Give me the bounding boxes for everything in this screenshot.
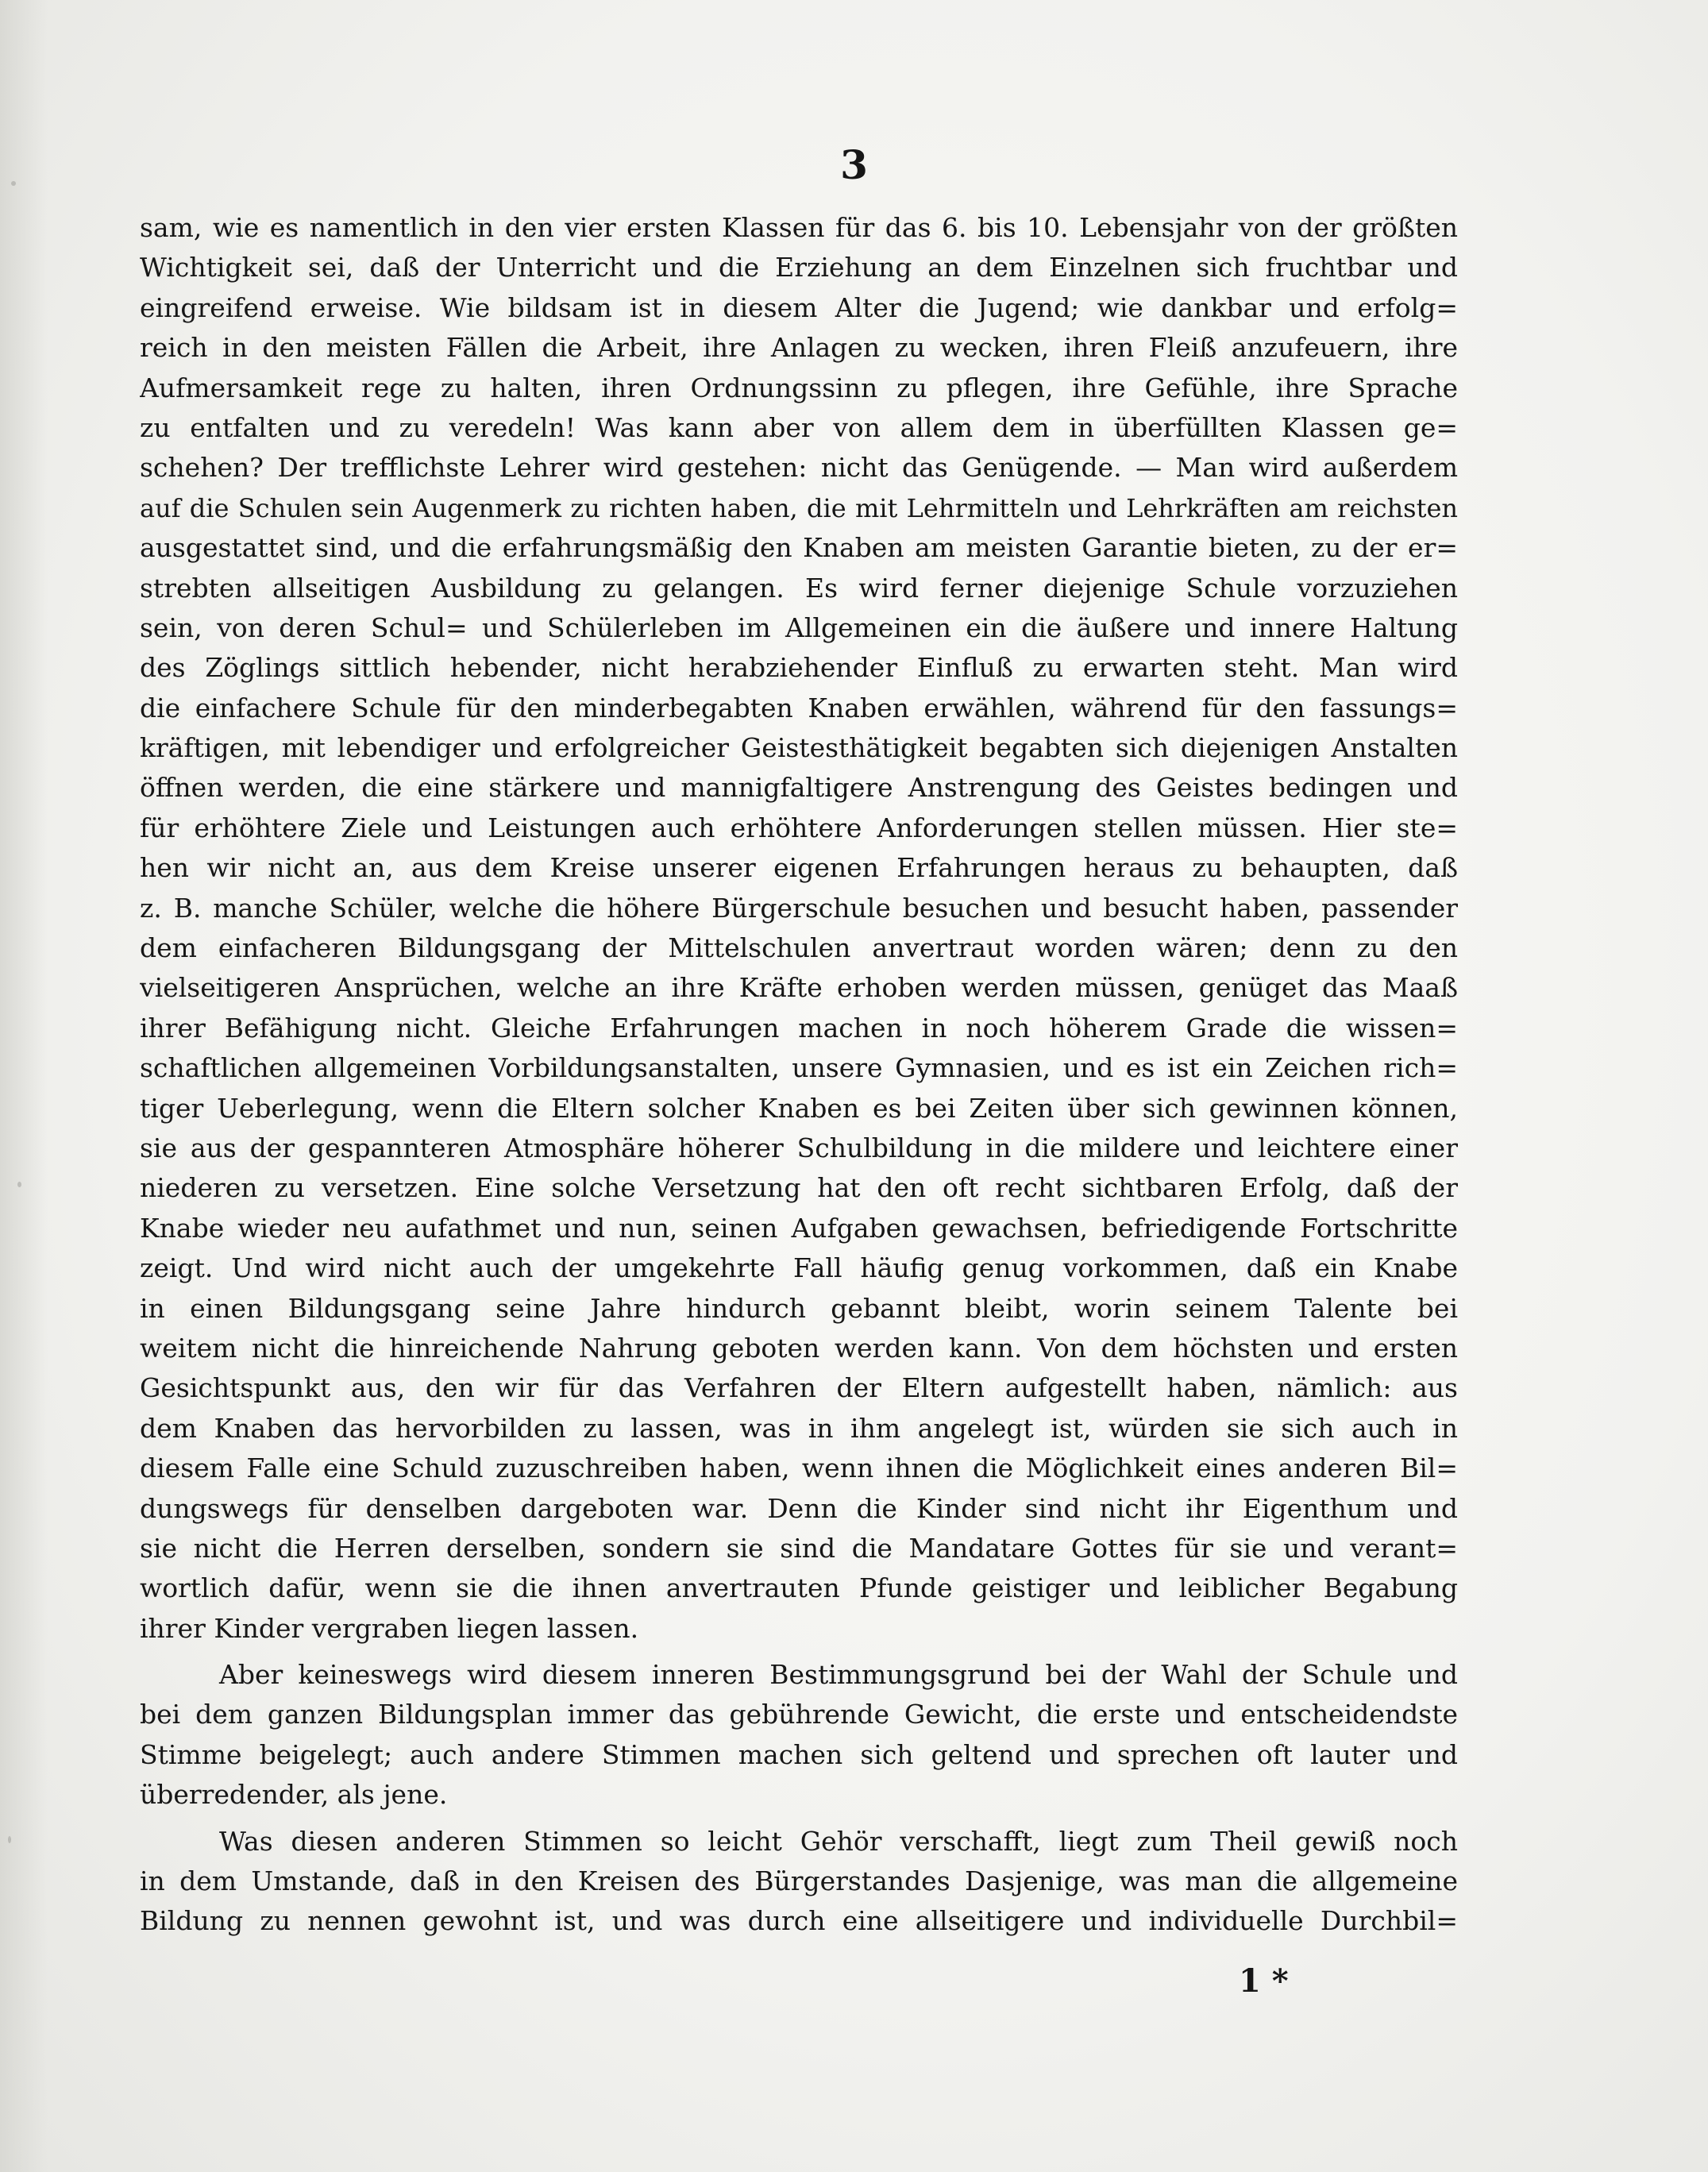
- text-line: niederen zu versetzen. Eine solche Versetzung hat den oft recht sichtbaren Erfolg, daß der: [140, 1172, 1458, 1204]
- text-line: dem einfacheren Bildungsgang der Mittelschulen anvertraut worden wären; denn zu den: [140, 932, 1458, 964]
- text-line: Was diesen anderen Stimmen so leicht Gehör verschafft, liegt zum Theil gewiß noch: [219, 1825, 1458, 1857]
- paragraph-gap: [140, 1815, 1458, 1822]
- text-line: dem Knaben das hervorbilden zu lassen, was in ihm angelegt ist, würden sie sich auch in: [140, 1412, 1458, 1444]
- text-line: Stimme beigelegt; auch andere Stimmen machen sich geltend und sprechen oft lauter und: [140, 1738, 1458, 1770]
- text-line: sie aus der gespannteren Atmosphäre höherer Schulbildung in die mildere und leichtere einer: [140, 1132, 1458, 1163]
- text-line: sie nicht die Herren derselben, sondern sie sind die Mandatare Gottes für sie und verant=: [140, 1532, 1458, 1564]
- text-line: Wichtigkeit sei, daß der Unterricht und die Erziehung an dem Einzelnen sich fruchtbar und: [140, 252, 1458, 284]
- paragraph-3: [140, 1822, 1458, 1942]
- text-line: sein, von deren Schul= und Schülerleben im Allgemeinen ein die äußere und innere Haltung: [140, 611, 1458, 643]
- text-line: eingreifend erweise. Wie bildsam ist in diesem Alter die Jugend; wie dankbar und erfolg=: [140, 291, 1458, 323]
- text-line: tiger Ueberlegung, wenn die Eltern solcher Knaben es bei Zeiten über sich gewinnen können,: [140, 1092, 1458, 1124]
- signature-mark: 1 *: [1239, 1962, 1289, 2000]
- page-edge-shadow: [0, 0, 48, 2172]
- text-line: schaftlichen allgemeinen Vorbildungsanstalten, unsere Gymnasien, und es ist ein Zeichen rich=: [140, 1052, 1458, 1084]
- text-line: zeigt. Und wird nicht auch der umgekehrte Fall häufig genug vorkommen, daß ein Knabe: [140, 1252, 1458, 1284]
- text-line: überredender, als jene.: [140, 1779, 448, 1811]
- text-line: Aufmersamkeit rege zu halten, ihren Ordnungssinn zu pflegen, ihre Gefühle, ihre Sprache: [140, 372, 1458, 403]
- text-line: reich in den meisten Fällen die Arbeit, ihre Anlagen zu wecken, ihren Fleiß anzufeuern, ihre: [140, 332, 1458, 364]
- text-line: schehen? Der trefflichste Lehrer wird gestehen: nicht das Genügende. — Man wird außerdem: [140, 452, 1458, 484]
- text-line: ausgestattet sind, und die erfahrungsmäßig den Knaben am meisten Garantie bieten, zu der er=: [140, 532, 1458, 564]
- text-line: diesem Falle eine Schuld zuzuschreiben haben, wenn ihnen die Möglichkeit eines anderen Bil=: [140, 1453, 1458, 1484]
- text-line: Knabe wieder neu aufathmet und nun, seinen Aufgaben gewachsen, befriedigende Fortschritte: [140, 1212, 1458, 1244]
- text-line: sam, wie es namentlich in den vier ersten Klassen für das 6. bis 10. Lebensjahr von der größten: [140, 212, 1458, 243]
- paper-speck: [17, 1182, 21, 1187]
- text-line: öffnen werden, die eine stärkere und mannigfaltigere Anstrengung des Geistes bedingen und: [140, 772, 1458, 804]
- body-text: [140, 208, 1458, 1942]
- text-line: Bildung zu nennen gewohnt ist, und was durch eine allseitigere und individuelle Durchbil=: [140, 1905, 1458, 1937]
- paragraph-1: [140, 208, 1458, 1649]
- text-line: auf die Schulen sein Augenmerk zu richten haben, die mit Lehrmitteln und Lehrkräften am reichsten: [140, 492, 1458, 523]
- text-line: zu entfalten und zu veredeln! Was kann aber von allem dem in überfüllten Klassen ge=: [140, 411, 1458, 443]
- text-line: in dem Umstande, daß in den Kreisen des Bürgerstandes Dasjenige, was man die allgemeine: [140, 1865, 1458, 1897]
- text-line: kräftigen, mit lebendiger und erfolgreicher Geistesthätigkeit begabten sich diejenigen Anstalten: [140, 732, 1458, 764]
- page-number: 3: [840, 141, 868, 188]
- text-line: bei dem ganzen Bildungsplan immer das gebührende Gewicht, die erste und entscheidendste: [140, 1699, 1458, 1730]
- text-line: dungswegs für denselben dargeboten war. Denn die Kinder sind nicht ihr Eigenthum und: [140, 1492, 1458, 1524]
- text-line: für erhöhtere Ziele und Leistungen auch erhöhtere Anforderungen stellen müssen. Hier ste=: [140, 812, 1458, 843]
- text-line: vielseitigeren Ansprüchen, welche an ihre Kräfte erhoben werden müssen, genüget das Maaß: [140, 972, 1458, 1004]
- text-line: weitem nicht die hinreichende Nahrung geboten werden kann. Von dem höchsten und ersten: [140, 1332, 1458, 1364]
- text-line: wortlich dafür, wenn sie die ihnen anvertrauten Pfunde geistiger und leiblicher Begabung: [140, 1572, 1458, 1604]
- text-line: des Zöglings sittlich hebender, nicht herabziehender Einfluß zu erwarten steht. Man wird: [140, 652, 1458, 684]
- text-line: die einfachere Schule für den minderbegabten Knaben erwählen, während für den fassungs=: [140, 692, 1458, 723]
- paper-speck: [8, 1836, 11, 1843]
- text-line: Aber keineswegs wird diesem inneren Bestimmungsgrund bei der Wahl der Schule und: [219, 1659, 1458, 1691]
- text-line: in einen Bildungsgang seine Jahre hindurch gebannt bleibt, worin seinem Talente bei: [140, 1292, 1458, 1324]
- text-line: strebten allseitigen Ausbildung zu gelangen. Es wird ferner diejenige Schule vorzuziehen: [140, 572, 1458, 604]
- paragraph-2: [140, 1655, 1458, 1815]
- text-line: Gesichtspunkt aus, den wir für das Verfahren der Eltern aufgestellt haben, nämlich: aus: [140, 1372, 1458, 1404]
- text-line: z. B. manche Schüler, welche die höhere Bürgerschule besuchen und besucht haben, passender: [140, 892, 1458, 924]
- paragraph-gap: [140, 1649, 1458, 1655]
- text-line: hen wir nicht an, aus dem Kreise unserer eigenen Erfahrungen heraus zu behaupten, daß: [140, 852, 1458, 884]
- text-line: ihrer Befähigung nicht. Gleiche Erfahrungen machen in noch höherem Grade die wissen=: [140, 1012, 1458, 1044]
- text-line: ihrer Kinder vergraben liegen lassen.: [140, 1612, 639, 1644]
